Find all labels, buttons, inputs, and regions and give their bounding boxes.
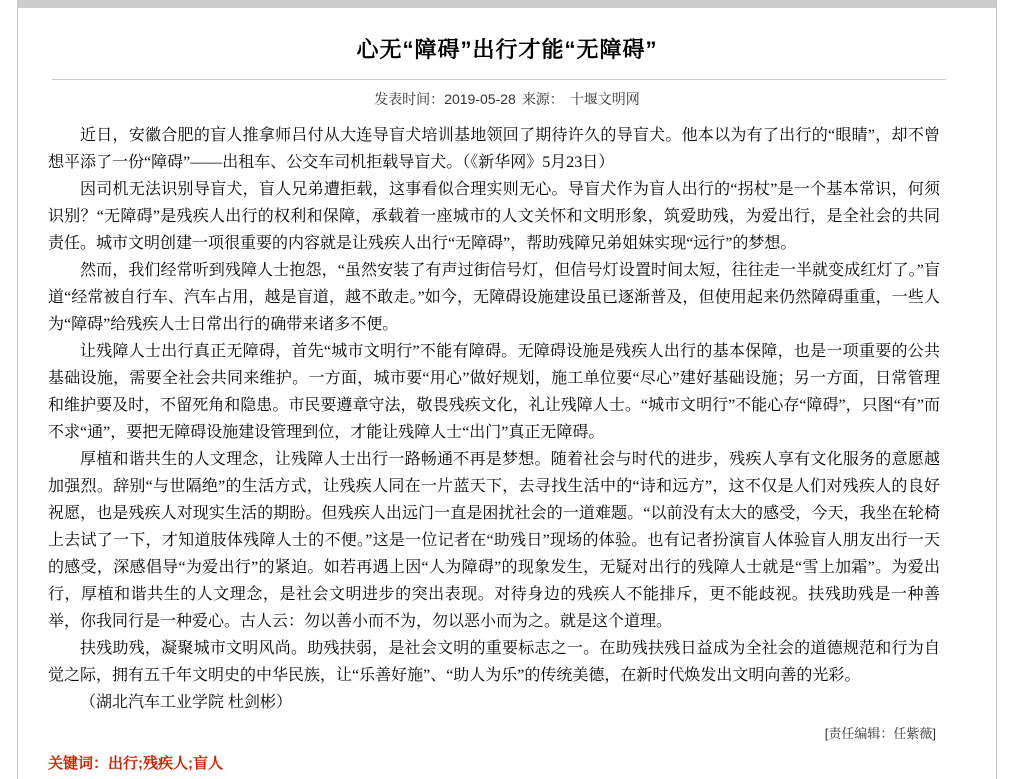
article-paragraph: 扶残助残，凝聚城市文明风尚。助残扶弱，是社会文明的重要标志之一。在助残扶残日益成为全社会的道德规范和行为自觉之际，拥有五千年文明史的中华民族，让“乐善好施”、“助人为乐”的传统美德，在新时代焕发出文明向善的光彩。: [48, 640, 940, 684]
page-title: 心无“障碍”出行才能“无障碍”: [356, 37, 658, 62]
source-name: 十堰文明网: [569, 91, 640, 107]
author-block: [48, 689, 940, 716]
author-line: （湖北汽车工业学院 杜剑彬）: [80, 694, 293, 711]
publish-date: 2019-05-28: [444, 91, 516, 107]
editor-credit: [责任编辑：任紫薇]: [824, 726, 936, 741]
article-paragraph: 因司机无法识别导盲犬，盲人兄弟遭拒载，这事看似合理实则无心。导盲犬作为盲人出行的“拐杖”是一个基本常识，何须识别？“无障碍”是残疾人出行的权利和保障，承载着一座城市的人文关怀和文明形象，筑爱助残，为爱出行，是全社会的共同责任。城市文明创建一项很重要的内容就是让残疾人出行“无障碍”，帮助残障兄弟姐妹实现“远行”的梦想。: [48, 181, 940, 252]
keywords-label: 关键词：: [48, 755, 109, 772]
article-body: [48, 122, 940, 689]
top-grey-bar: [18, 0, 996, 8]
keywords-value: 出行;残疾人;盲人: [108, 755, 224, 772]
publish-meta: [18, 89, 996, 109]
article-paragraph: 让残障人士出行真正无障碍，首先“城市文明行”不能有障碍。无障碍设施是残疾人出行的基本保障，也是一项重要的公共基础设施，需要全社会共同来维护。一方面，城市要“用心”做好规划，施工单位要“尽心”建好基础设施；另一方面，日常管理和维护要及时，不留死角和隐患。市民要遵章守法，敬畏残疾文化，礼让残障人士。“城市文明行”不能心存“障碍”，只图“有”而不求“通”，要把无障碍设施建设管理到位，才能让残障人士“出门”真正无障碍。: [48, 343, 940, 441]
article-content: [18, 8, 996, 779]
source-label: 来源：: [521, 91, 564, 107]
title-divider: [52, 79, 946, 80]
right-border-line: [996, 0, 997, 779]
keywords-line: [48, 752, 996, 773]
publish-time-label: 发表时间：: [374, 91, 445, 107]
article-paragraph: 近日，安徽合肥的盲人推拿师吕付从大连导盲犬培训基地领回了期待许久的导盲犬。他本以为有了出行的“眼睛”，却不曾想平添了一份“障碍”——出租车、公交车司机拒载导盲犬。（《新华网》5月23日）: [48, 127, 940, 171]
article-paragraph: 然而，我们经常听到残障人士抱怨，“虽然安装了有声过街信号灯，但信号灯设置时间太短，往往走一半就变成红灯了。”盲道“经常被自行车、汽车占用，越是盲道，越不敢走。”如今，无障碍设施建设虽已逐渐普及，但使用起来仍然障碍重重，一些人为“障碍”给残疾人士日常出行的确带来诸多不便。: [48, 262, 940, 333]
article-paragraph: 厚植和谐共生的人文理念，让残障人士出行一路畅通不再是梦想。随着社会与时代的进步，残疾人享有文化服务的意愿越加强烈。辞别“与世隔绝”的生活方式，让残疾人同在一片蓝天下，去寻找生活中的“诗和远方”，这不仅是人们对残疾人的良好祝愿，也是残疾人对现实生活的期盼。但残疾人出远门一直是困扰社会的一道难题。“以前没有太大的感受，今天，我坐在轮椅上去试了一下，才知道肢体残障人士的不便。”这是一位记者在“助残日”现场的体验。也有记者扮演盲人体验盲人朋友出行一天的感受，深感倡导“为爱出行”的紧迫。如若再遇上因“人为障碍”的现象发生，无疑对出行的残障人士就是“雪上加霜”。为爱出行，厚植和谐共生的人文理念，是社会文明进步的突出表现。对待身边的残疾人不能排斥，更不能歧视。扶残助残是一种善举，你我同行是一种爱心。古人云：勿以善小而不为，勿以恶小而为之。就是这个道理。: [48, 451, 940, 630]
